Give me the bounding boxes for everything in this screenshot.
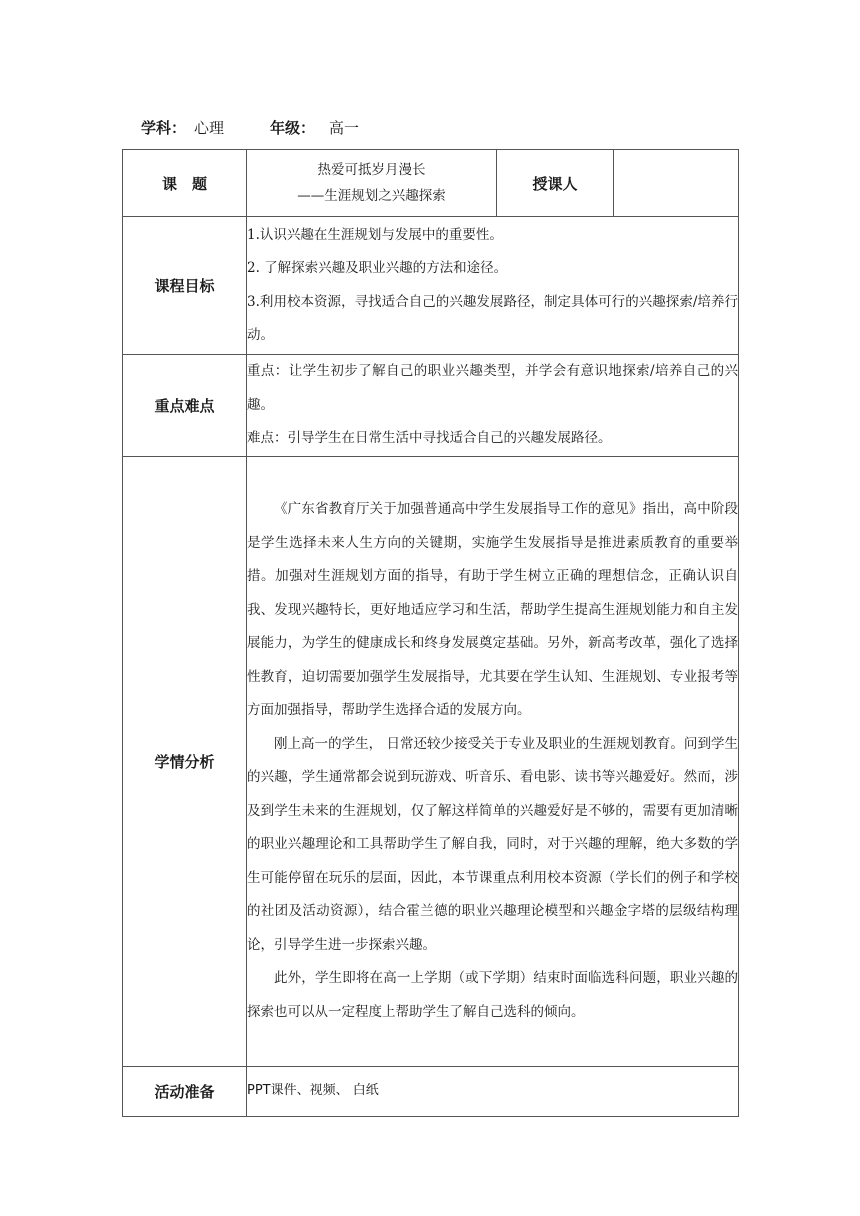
grade-value: 高一 (329, 119, 360, 137)
keypoints-content (247, 355, 739, 457)
goals-row (123, 217, 739, 355)
document-header (141, 118, 359, 138)
grade-label: 年级： (270, 119, 316, 137)
topic-row (123, 150, 739, 217)
analysis-content (247, 456, 739, 1066)
analysis-paragraph: 《广东省教育厅关于加强普通高中学生发展指导工作的意见》指出，高中阶段是学生选择未来人生方向的关键期，实施学生发展指导是推进素质教育的重要举措。加强对生涯规划方面的指导，有助于学生树立正确的理想信念，正确认识自我、发现兴趣特长，更好地适应学习和生活，帮助学生提高生涯规划能力和自主发展能力，为学生的健康成长和终身发展奠定基础。另外，新高考改革，强化了选择性教育，迫切需要加强学生发展指导，尤其要在学生认知、生涯规划、专业报考等方面加强指导，帮助学生选择合适的发展方向。 (247, 501, 738, 718)
teacher-value (614, 150, 739, 217)
lesson-plan-table (122, 149, 739, 1117)
analysis-label: 学情分析 (123, 456, 247, 1066)
analysis-row (123, 456, 739, 1066)
goals-content (247, 217, 739, 355)
goals-label: 课程目标 (123, 217, 247, 355)
teacher-label: 授课人 (497, 150, 614, 217)
subject-value: 心理 (194, 119, 225, 137)
keypoints-row (123, 355, 739, 457)
prep-label: 活动准备 (123, 1066, 247, 1116)
analysis-paragraph: 此外，学生即将在高一上学期（或下学期）结束时面临选科问题，职业兴趣的探索也可以从一定程度上帮助学生了解自己选科的倾向。 (247, 970, 738, 1020)
keypoint-item: 难点：引导学生在日常生活中寻找适合自己的兴趣发展路径。 (247, 430, 612, 446)
prep-value: PPT课件、视频、 白纸 (247, 1066, 739, 1116)
goal-item: 1.认识兴趣在生涯规划与发展中的重要性。 (247, 226, 503, 243)
topic-title (247, 150, 497, 217)
prep-row (123, 1066, 739, 1116)
topic-label: 课 题 (123, 150, 247, 217)
keypoint-item: 重点：让学生初步了解自己的职业兴趣类型，并学会有意识地探索/培养自己的兴趣。 (247, 363, 738, 413)
analysis-paragraph: 刚上高一的学生， 日常还较少接受关于专业及职业的生涯规划教育。问到学生的兴趣，学生通常都会说到玩游戏、听音乐、看电影、读书等兴趣爱好。然而，涉及到学生未来的生涯规划，仅了解这样简单的兴趣爱好是不够的，需要有更加清晰的职业兴趣理论和工具帮助学生了解自我，同时，对于兴趣的理解，绝大多数的学生可能停留在玩乐的层面，因此，本节课重点利用校本资源（学长们的例子和学校的社团及活动资源），结合霍兰德的职业兴趣理论模型和兴趣金字塔的层级结构理论，引导学生进一步探索兴趣。 (247, 735, 738, 953)
goal-item: 3.利用校本资源，寻找适合自己的兴趣发展路径，制定具体可行的兴趣探索/培养行动。 (247, 293, 738, 343)
subject-label: 学科： (141, 119, 187, 137)
goal-item: 2. 了解探索兴趣及职业兴趣的方法和途径。 (247, 260, 508, 276)
topic-title-line1: 热爱可抵岁月漫长 (317, 162, 426, 178)
topic-title-line2: ——生涯规划之兴趣探索 (297, 188, 446, 204)
keypoints-label: 重点难点 (123, 355, 247, 457)
